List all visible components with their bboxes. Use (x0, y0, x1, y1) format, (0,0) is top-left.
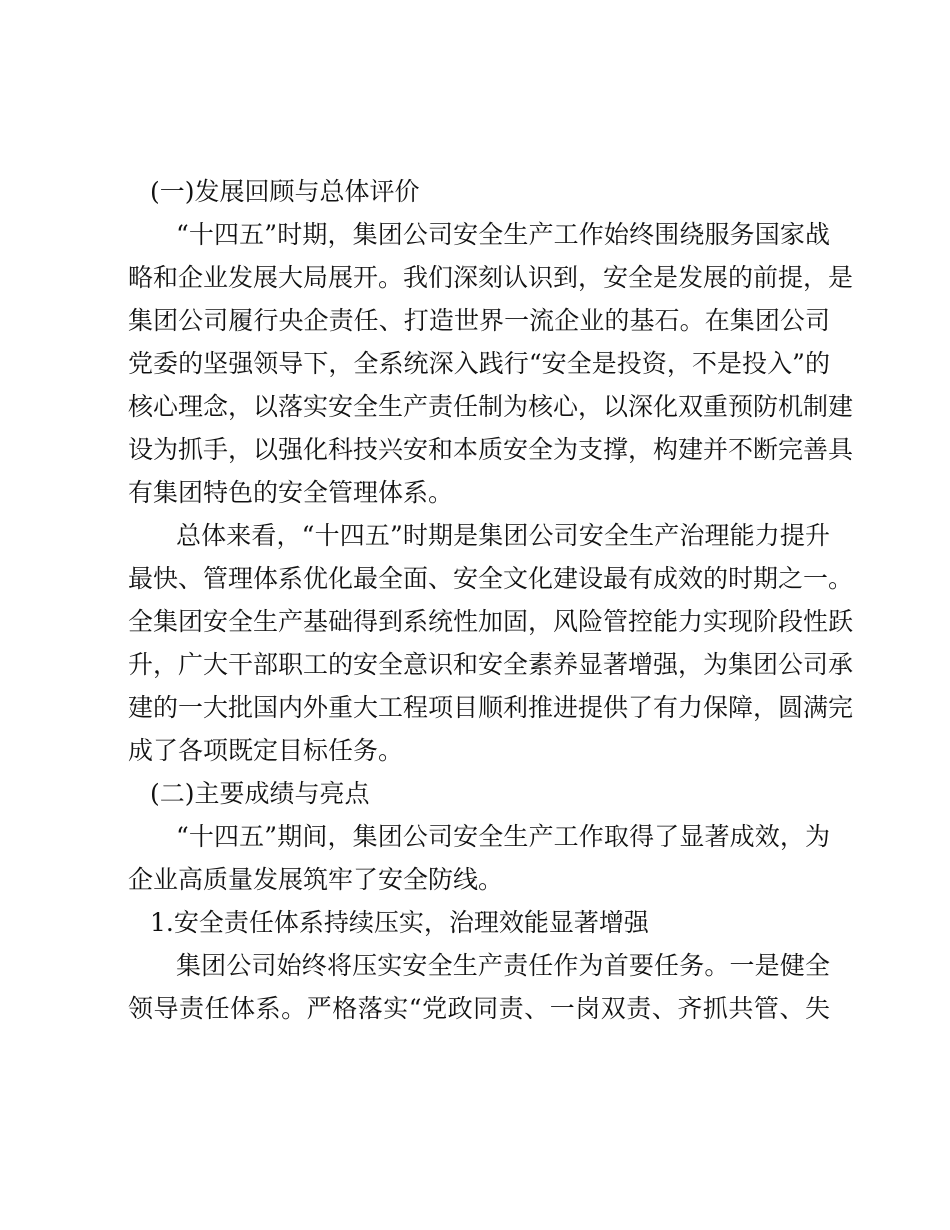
text-line: 集团公司始终将压实安全生产责任作为首要任务。一是健全 (176, 951, 830, 980)
paragraph (128, 944, 830, 1030)
text-line: 集团公司履行央企责任、打造世界一流企业的基石。在集团公司 (128, 306, 830, 335)
text-line: 建的一大批国内外重大工程项目顺利推进提供了有力保障，圆满完 (128, 693, 854, 722)
text-line: 全集团安全生产基础得到系统性加固，风险管控能力实现阶段性跃 (128, 607, 854, 636)
section-heading (128, 901, 830, 944)
text-line: “十四五”时期，集团公司安全生产工作始终围绕服务国家战 (176, 220, 830, 249)
section-heading (128, 772, 830, 815)
text-line: 有集团特色的安全管理体系。 (128, 478, 454, 507)
text-line: 最快、管理体系优化最全面、安全文化建设最有成效的时期之一。 (128, 564, 854, 593)
text-line: 核心理念，以落实安全生产责任制为核心，以深化双重预防机制建 (128, 392, 854, 421)
text-line: 略和企业发展大局展开。我们深刻认识到，安全是发展的前提，是 (128, 263, 854, 292)
text-line: (二)主要成绩与亮点 (150, 779, 370, 808)
text-line: 设为抓手，以强化科技兴安和本质安全为支撑，构建并不断完善具 (128, 435, 854, 464)
document-body (128, 170, 854, 1030)
text-line: 升，广大干部职工的安全意识和安全素养显著增强，为集团公司承 (128, 650, 854, 679)
text-line: 领导责任体系。严格落实“党政同责、一岗双责、齐抓共管、失 (128, 994, 830, 1023)
text-line: 1.安全责任体系持续压实，治理效能显著增强 (150, 908, 649, 937)
text-line: 企业高质量发展筑牢了安全防线。 (128, 865, 504, 894)
section-heading (128, 170, 830, 213)
text-line: (一)发展回顾与总体评价 (150, 177, 420, 206)
paragraph (128, 815, 830, 901)
text-line: 成了各项既定目标任务。 (128, 736, 404, 765)
paragraph (128, 514, 854, 772)
text-line: 党委的坚强领导下，全系统深入践行“安全是投资，不是投入”的 (128, 349, 830, 378)
paragraph (128, 213, 854, 514)
text-line: 总体来看，“十四五”时期是集团公司安全生产治理能力提升 (176, 521, 830, 550)
text-line: “十四五”期间，集团公司安全生产工作取得了显著成效，为 (176, 822, 830, 851)
